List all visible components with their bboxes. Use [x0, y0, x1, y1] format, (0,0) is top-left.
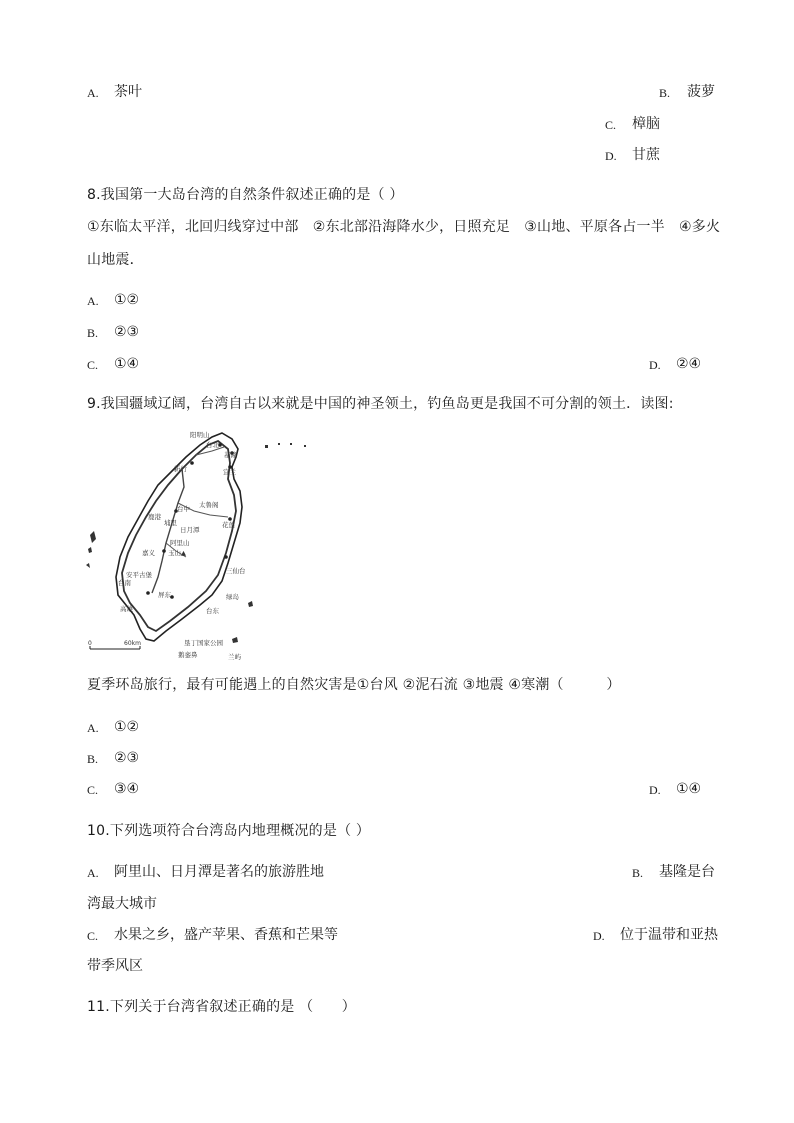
q8-statements-line2: 山地震．	[87, 252, 144, 268]
q10-option-a-text: 阿里山、日月潭是著名的旅游胜地	[114, 864, 324, 880]
map-label-yushan: 玉山▲	[168, 549, 186, 557]
map-label-jiayi: 嘉义	[142, 549, 155, 557]
q8-statements-line1: ①东临太平洋，北回归线穿过中部 ②东北部沿海降水少，日照充足 ③山地、平原各占一半 ④多火	[87, 219, 721, 235]
q11-stem: 11.下列关于台湾省叙述正确的是 （ ）	[87, 999, 356, 1015]
map-label-sunmoonlake: 日月潭	[180, 526, 200, 534]
map-label-kenting: 垦丁国家公园	[184, 639, 223, 647]
q9-option-d-text: ①④	[676, 781, 702, 797]
q9-option-a-letter: A.	[87, 721, 99, 735]
map-label-sanxiantai: 三仙台	[226, 567, 246, 575]
map-label-taibei: 台北	[206, 441, 219, 449]
map-scale-zero: 0	[88, 640, 92, 647]
map-label-jilong: 基隆	[224, 451, 237, 459]
map-label-taidong: 台东	[206, 607, 219, 615]
map-label-eluanbi: 鹅銮鼻	[178, 651, 198, 659]
q9-stem: 9.我国疆域辽阔，台湾自古以来就是中国的神圣领土，钓鱼岛更是我国不可分割的领土．读图:	[87, 396, 674, 412]
q8-stem: 8.我国第一大岛台湾的自然条件叙述正确的是（ ）	[87, 187, 404, 203]
q7-option-b-letter: B.	[659, 86, 671, 100]
map-scale-distance: 60km	[124, 640, 141, 647]
q7-option-c-letter: C.	[605, 118, 617, 132]
q10-option-b-letter: B.	[632, 866, 644, 880]
q7-option-d-text: 甘蔗	[632, 147, 660, 163]
q8-option-d-text: ②④	[676, 356, 702, 372]
map-label-lvdao: 绿岛	[226, 593, 239, 601]
q10-option-d-letter: D.	[593, 929, 605, 943]
q8-option-a-text: ①②	[114, 292, 140, 308]
q10-option-d-text-cont: 带季风区	[87, 958, 143, 974]
map-label-taroko: 太鲁阁	[199, 501, 219, 509]
q7-option-d-letter: D.	[605, 149, 617, 163]
map-label-hualian: 花莲	[222, 521, 235, 529]
map-label-alishan: 阿里山	[170, 539, 190, 547]
map-label-anping: 安平古堡	[126, 571, 152, 579]
map-label-lanyu: 兰屿	[228, 653, 241, 661]
q9-option-b-letter: B.	[87, 752, 99, 766]
q9-option-b-text: ②③	[114, 750, 140, 766]
q10-option-c-text: 水果之乡，盛产苹果、香蕉和芒果等	[114, 927, 338, 943]
map-label-taizhong: 台中	[177, 505, 190, 513]
q10-option-a-letter: A.	[87, 866, 99, 880]
q7-option-b-text: 菠萝	[687, 84, 715, 100]
q7-option-a-text: 茶叶	[114, 84, 142, 100]
map-label-pingdong: 屏东	[158, 591, 171, 599]
q8-option-d-letter: D.	[649, 358, 661, 372]
map-label-xinzhu: 新竹	[174, 465, 187, 473]
q9-question: 夏季环岛旅行，最有可能遇上的自然灾害是①台风 ②泥石流 ③地震 ④寒潮（ ）	[87, 677, 621, 693]
q8-option-c-text: ①④	[114, 356, 140, 372]
q7-option-c-text: 樟脑	[632, 116, 660, 132]
map-label-tainan: 台南	[118, 579, 131, 587]
q9-option-c-letter: C.	[87, 783, 99, 797]
q9-option-d-letter: D.	[649, 783, 661, 797]
q9-option-c-text: ③④	[114, 781, 140, 797]
q10-stem: 10.下列选项符合台湾岛内地理概况的是（ ）	[87, 823, 371, 839]
q8-option-b-letter: B.	[87, 326, 99, 340]
q10-option-c-letter: C.	[87, 929, 99, 943]
map-label-gaoxiong: 高雄	[120, 605, 133, 613]
map-label-yangmingshan: 阳明山	[190, 431, 210, 439]
map-label-yilan: 宜兰	[223, 468, 236, 476]
q8-option-b-text: ②③	[114, 324, 140, 340]
q9-option-a-text: ①②	[114, 719, 140, 735]
map-label-lukang: 鹿港	[148, 513, 161, 521]
q8-option-a-letter: A.	[87, 294, 99, 308]
taiwan-map	[82, 427, 322, 663]
q10-option-b-text-cont: 湾最大城市	[87, 896, 157, 912]
map-label-puli: 埔里	[164, 519, 177, 527]
q10-option-b-text: 基隆是台	[659, 864, 715, 880]
q8-option-c-letter: C.	[87, 358, 99, 372]
q7-option-a-letter: A.	[87, 86, 99, 100]
q10-option-d-text: 位于温带和亚热	[620, 927, 718, 943]
